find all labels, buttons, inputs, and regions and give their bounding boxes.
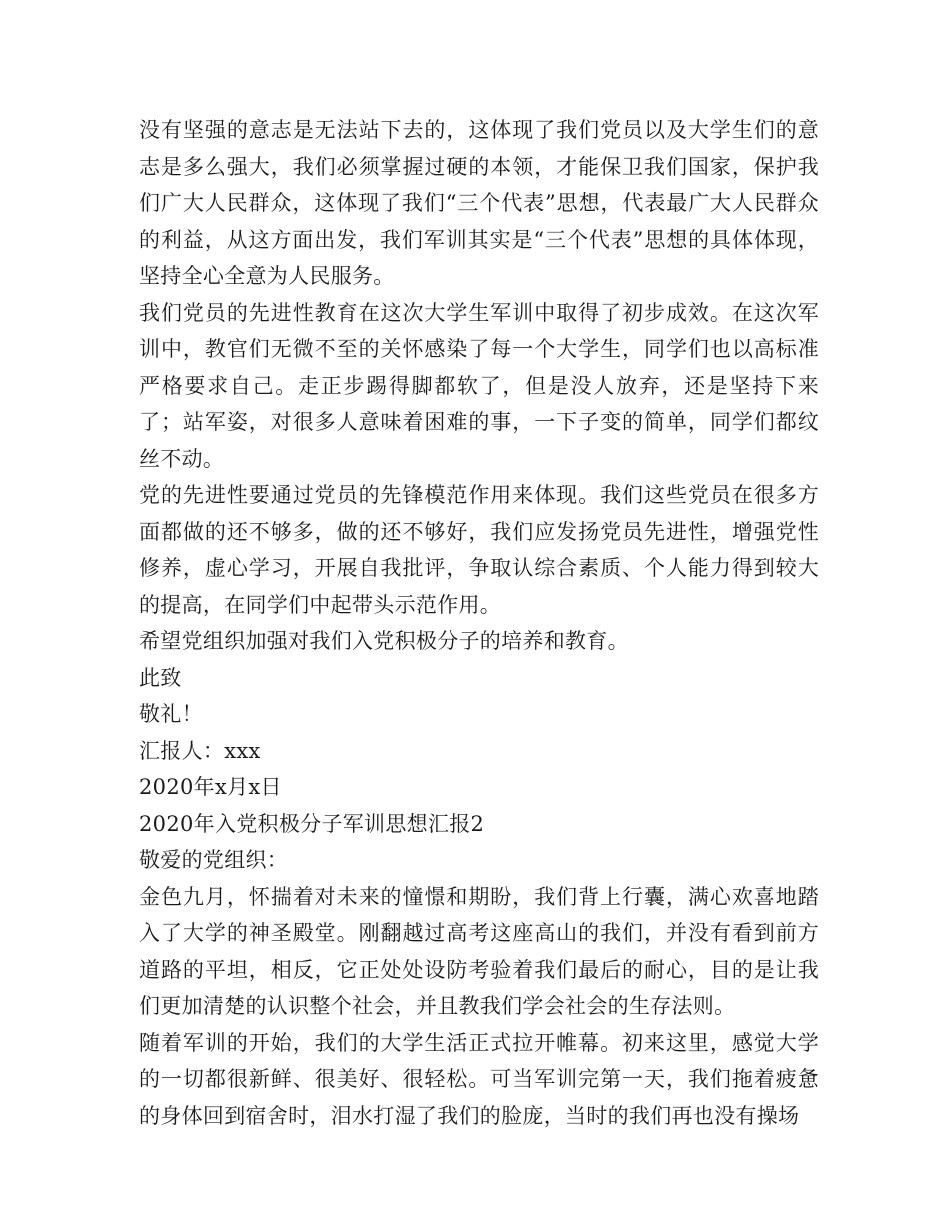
- closing-line: 此致: [139, 665, 182, 690]
- paragraph-5: 金色九月，怀揣着对未来的憧憬和期盼，我们背上行囊，满心欢喜地踏入了大学的神圣殿堂。刚翻越过高考这座高山的我们，并没有看到前方道路的平坦，相反，它正处处设防考验着我们最后的耐心，目的是让我们更加清楚的认识整个社会，并且教我们学会社会的生存法则。: [139, 884, 819, 1018]
- paragraph-4: 希望党组织加强对我们入党积极分子的培养和教育。: [139, 629, 629, 653]
- document-body: [139, 112, 819, 1134]
- greeting-line: 敬爱的党组织：: [139, 848, 289, 872]
- paragraph-3: 党的先进性要通过党员的先锋模范作用来体现。我们这些党员在很多方面都做的还不够多，做的还不够好，我们应发扬党员先进性，增强党性修养，虚心学习，开展自我批评，争取认综合素质、个人能力得到较大的提高，在同学们中起带头示范作用。: [139, 483, 819, 617]
- paragraph-6: 随着军训的开始，我们的大学生活正式拉开帷幕。初来这里，感觉大学的一切都很新鲜、很美好、很轻松。可当军训完第一天，我们拖着疲惫的身体回到宿舍时，泪水打湿了我们的脸庞，当时的我们再也没有操场: [139, 1030, 819, 1128]
- reporter-line: 汇报人：xxx: [139, 738, 261, 763]
- paragraph-1: 没有坚强的意志是无法站下去的，这体现了我们党员以及大学生们的意志是多么强大，我们必须掌握过硬的本领，才能保卫我们国家，保护我们广大人民群众，这体现了我们“三个代表”思想，代表最广大人民群众的利益，从这方面出发，我们军训其实是“三个代表”思想的具体体现，坚持全心全意为人民服务。: [139, 118, 819, 288]
- date-line: 2020年x月x日: [139, 775, 282, 799]
- section-title: 2020年入党积极分子军训思想汇报2: [139, 811, 485, 836]
- paragraph-2: 我们党员的先进性教育在这次大学生军训中取得了初步成效。在这次军训中，教官们无微不至的关怀感染了每一个大学生，同学们也以高标准严格要求自己。走正步踢得脚都软了，但是没人放弃，还是坚持下来了；站军姿，对很多人意味着困难的事，一下子变的简单，同学们都纹丝不动。: [139, 300, 819, 471]
- salute-line: 敬礼！: [139, 702, 203, 726]
